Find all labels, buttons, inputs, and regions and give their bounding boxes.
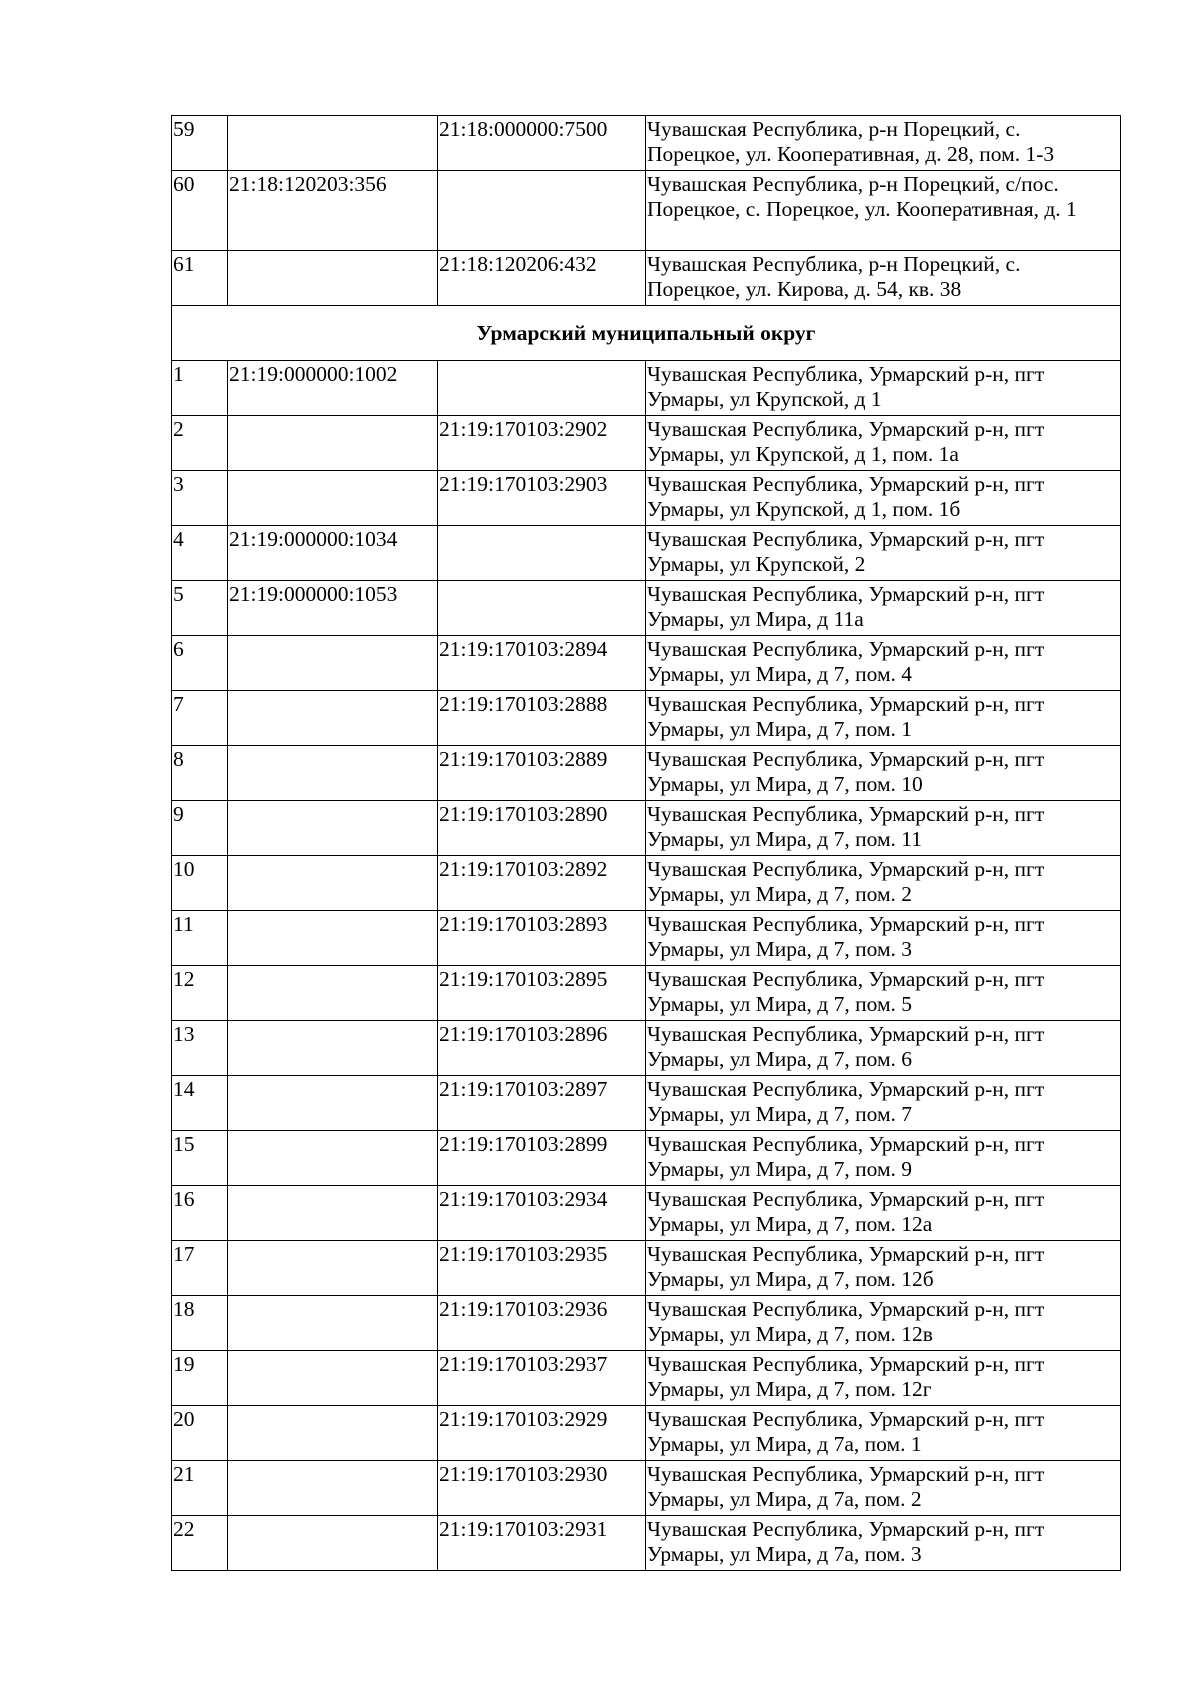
premises-cadastral-number-cell: 21:19:170103:2903	[438, 471, 646, 526]
row-number-cell: 9	[172, 801, 228, 856]
land-cadastral-number-cell: 21:19:000000:1002	[228, 361, 438, 416]
premises-cadastral-number-cell: 21:19:170103:2899	[438, 1131, 646, 1186]
table-row	[172, 1241, 1121, 1296]
address-cell: Чувашская Республика, р-н Порецкий, с. Порецкое, ул. Кооперативная, д. 28, пом. 1-3	[646, 116, 1121, 171]
address-cell: Чувашская Республика, Урмарский р-н, пгт Урмары, ул Крупской, д 1, пом. 1б	[646, 471, 1121, 526]
land-cadastral-number-cell	[228, 1241, 438, 1296]
table-row	[172, 416, 1121, 471]
address-cell: Чувашская Республика, Урмарский р-н, пгт Урмары, ул Мира, д 11а	[646, 581, 1121, 636]
address-cell: Чувашская Республика, Урмарский р-н, пгт Урмары, ул Мира, д 7, пом. 12б	[646, 1241, 1121, 1296]
address-cell: Чувашская Республика, Урмарский р-н, пгт Урмары, ул Мира, д 7, пом. 9	[646, 1131, 1121, 1186]
premises-cadastral-number-cell: 21:19:170103:2888	[438, 691, 646, 746]
land-cadastral-number-cell: 21:19:000000:1053	[228, 581, 438, 636]
land-cadastral-number-cell	[228, 1131, 438, 1186]
row-number-cell: 19	[172, 1351, 228, 1406]
address-cell: Чувашская Республика, Урмарский р-н, пгт Урмары, ул Крупской, 2	[646, 526, 1121, 581]
address-cell: Чувашская Республика, Урмарский р-н, пгт Урмары, ул Мира, д 7, пом. 12в	[646, 1296, 1121, 1351]
premises-cadastral-number-cell: 21:19:170103:2895	[438, 966, 646, 1021]
address-cell: Чувашская Республика, Урмарский р-н, пгт Урмары, ул Мира, д 7, пом. 4	[646, 636, 1121, 691]
table-row	[172, 966, 1121, 1021]
premises-cadastral-number-cell: 21:19:170103:2897	[438, 1076, 646, 1131]
premises-cadastral-number-cell	[438, 171, 646, 251]
row-number-cell: 61	[172, 251, 228, 306]
row-number-cell: 7	[172, 691, 228, 746]
land-cadastral-number-cell	[228, 416, 438, 471]
property-table-body	[172, 116, 1121, 1571]
premises-cadastral-number-cell	[438, 526, 646, 581]
premises-cadastral-number-cell: 21:19:170103:2934	[438, 1186, 646, 1241]
row-number-cell: 16	[172, 1186, 228, 1241]
address-cell: Чувашская Республика, Урмарский р-н, пгт Урмары, ул Мира, д 7а, пом. 2	[646, 1461, 1121, 1516]
premises-cadastral-number-cell: 21:19:170103:2937	[438, 1351, 646, 1406]
row-number-cell: 13	[172, 1021, 228, 1076]
row-number-cell: 59	[172, 116, 228, 171]
table-row	[172, 856, 1121, 911]
premises-cadastral-number-cell: 21:19:170103:2936	[438, 1296, 646, 1351]
table-row	[172, 1076, 1121, 1131]
address-cell: Чувашская Республика, Урмарский р-н, пгт Урмары, ул Мира, д 7, пом. 2	[646, 856, 1121, 911]
address-cell: Чувашская Республика, Урмарский р-н, пгт Урмары, ул Крупской, д 1, пом. 1а	[646, 416, 1121, 471]
land-cadastral-number-cell	[228, 801, 438, 856]
table-row	[172, 1461, 1121, 1516]
table-row	[172, 1021, 1121, 1076]
property-table	[171, 115, 1121, 1571]
table-row	[172, 691, 1121, 746]
address-cell: Чувашская Республика, Урмарский р-н, пгт Урмары, ул Мира, д 7а, пом. 1	[646, 1406, 1121, 1461]
land-cadastral-number-cell	[228, 1351, 438, 1406]
land-cadastral-number-cell	[228, 746, 438, 801]
address-cell: Чувашская Республика, Урмарский р-н, пгт Урмары, ул Мира, д 7а, пом. 3	[646, 1516, 1121, 1571]
land-cadastral-number-cell: 21:18:120203:356	[228, 171, 438, 251]
address-cell: Чувашская Республика, Урмарский р-н, пгт Урмары, ул Мира, д 7, пом. 10	[646, 746, 1121, 801]
premises-cadastral-number-cell: 21:19:170103:2894	[438, 636, 646, 691]
land-cadastral-number-cell	[228, 1186, 438, 1241]
row-number-cell: 1	[172, 361, 228, 416]
table-row	[172, 746, 1121, 801]
table-row	[172, 1131, 1121, 1186]
row-number-cell: 5	[172, 581, 228, 636]
premises-cadastral-number-cell: 21:19:170103:2931	[438, 1516, 646, 1571]
table-row	[172, 801, 1121, 856]
premises-cadastral-number-cell: 21:19:170103:2902	[438, 416, 646, 471]
premises-cadastral-number-cell: 21:19:170103:2893	[438, 911, 646, 966]
premises-cadastral-number-cell: 21:19:170103:2889	[438, 746, 646, 801]
row-number-cell: 10	[172, 856, 228, 911]
land-cadastral-number-cell	[228, 966, 438, 1021]
premises-cadastral-number-cell: 21:19:170103:2892	[438, 856, 646, 911]
table-row	[172, 636, 1121, 691]
address-cell: Чувашская Республика, Урмарский р-н, пгт Урмары, ул Крупской, д 1	[646, 361, 1121, 416]
land-cadastral-number-cell	[228, 251, 438, 306]
land-cadastral-number-cell	[228, 911, 438, 966]
row-number-cell: 21	[172, 1461, 228, 1516]
table-row	[172, 1406, 1121, 1461]
table-row	[172, 911, 1121, 966]
premises-cadastral-number-cell: 21:19:170103:2929	[438, 1406, 646, 1461]
row-number-cell: 15	[172, 1131, 228, 1186]
row-number-cell: 60	[172, 171, 228, 251]
address-cell: Чувашская Республика, Урмарский р-н, пгт Урмары, ул Мира, д 7, пом. 3	[646, 911, 1121, 966]
land-cadastral-number-cell	[228, 1406, 438, 1461]
address-cell: Чувашская Республика, Урмарский р-н, пгт Урмары, ул Мира, д 7, пом. 1	[646, 691, 1121, 746]
address-cell: Чувашская Республика, Урмарский р-н, пгт Урмары, ул Мира, д 7, пом. 12а	[646, 1186, 1121, 1241]
row-number-cell: 14	[172, 1076, 228, 1131]
address-cell: Чувашская Республика, Урмарский р-н, пгт Урмары, ул Мира, д 7, пом. 11	[646, 801, 1121, 856]
premises-cadastral-number-cell	[438, 361, 646, 416]
address-cell: Чувашская Республика, р-н Порецкий, с/пос. Порецкое, с. Порецкое, ул. Кооперативная, д. 1	[646, 171, 1121, 251]
row-number-cell: 6	[172, 636, 228, 691]
table-row	[172, 251, 1121, 306]
row-number-cell: 22	[172, 1516, 228, 1571]
land-cadastral-number-cell	[228, 1516, 438, 1571]
address-cell: Чувашская Республика, Урмарский р-н, пгт Урмары, ул Мира, д 7, пом. 6	[646, 1021, 1121, 1076]
address-cell: Чувашская Республика, р-н Порецкий, с. Порецкое, ул. Кирова, д. 54, кв. 38	[646, 251, 1121, 306]
premises-cadastral-number-cell: 21:18:000000:7500	[438, 116, 646, 171]
premises-cadastral-number-cell	[438, 581, 646, 636]
land-cadastral-number-cell: 21:19:000000:1034	[228, 526, 438, 581]
land-cadastral-number-cell	[228, 1021, 438, 1076]
land-cadastral-number-cell	[228, 1461, 438, 1516]
address-cell: Чувашская Республика, Урмарский р-н, пгт Урмары, ул Мира, д 7, пом. 12г	[646, 1351, 1121, 1406]
table-row	[172, 116, 1121, 171]
table-row	[172, 171, 1121, 251]
section-heading-row	[172, 306, 1121, 361]
table-row	[172, 526, 1121, 581]
land-cadastral-number-cell	[228, 856, 438, 911]
table-row	[172, 581, 1121, 636]
address-cell: Чувашская Республика, Урмарский р-н, пгт Урмары, ул Мира, д 7, пом. 7	[646, 1076, 1121, 1131]
premises-cadastral-number-cell: 21:19:170103:2935	[438, 1241, 646, 1296]
land-cadastral-number-cell	[228, 116, 438, 171]
premises-cadastral-number-cell: 21:19:170103:2930	[438, 1461, 646, 1516]
table-row	[172, 1351, 1121, 1406]
section-heading: Урмарский муниципальный округ	[172, 306, 1121, 361]
row-number-cell: 17	[172, 1241, 228, 1296]
table-row	[172, 1516, 1121, 1571]
table-row	[172, 361, 1121, 416]
land-cadastral-number-cell	[228, 1076, 438, 1131]
row-number-cell: 8	[172, 746, 228, 801]
row-number-cell: 11	[172, 911, 228, 966]
row-number-cell: 4	[172, 526, 228, 581]
address-cell: Чувашская Республика, Урмарский р-н, пгт Урмары, ул Мира, д 7, пом. 5	[646, 966, 1121, 1021]
land-cadastral-number-cell	[228, 471, 438, 526]
row-number-cell: 3	[172, 471, 228, 526]
table-row	[172, 1296, 1121, 1351]
row-number-cell: 2	[172, 416, 228, 471]
premises-cadastral-number-cell: 21:19:170103:2890	[438, 801, 646, 856]
row-number-cell: 20	[172, 1406, 228, 1461]
premises-cadastral-number-cell: 21:18:120206:432	[438, 251, 646, 306]
row-number-cell: 18	[172, 1296, 228, 1351]
land-cadastral-number-cell	[228, 636, 438, 691]
land-cadastral-number-cell	[228, 1296, 438, 1351]
table-row	[172, 1186, 1121, 1241]
premises-cadastral-number-cell: 21:19:170103:2896	[438, 1021, 646, 1076]
land-cadastral-number-cell	[228, 691, 438, 746]
row-number-cell: 12	[172, 966, 228, 1021]
table-row	[172, 471, 1121, 526]
